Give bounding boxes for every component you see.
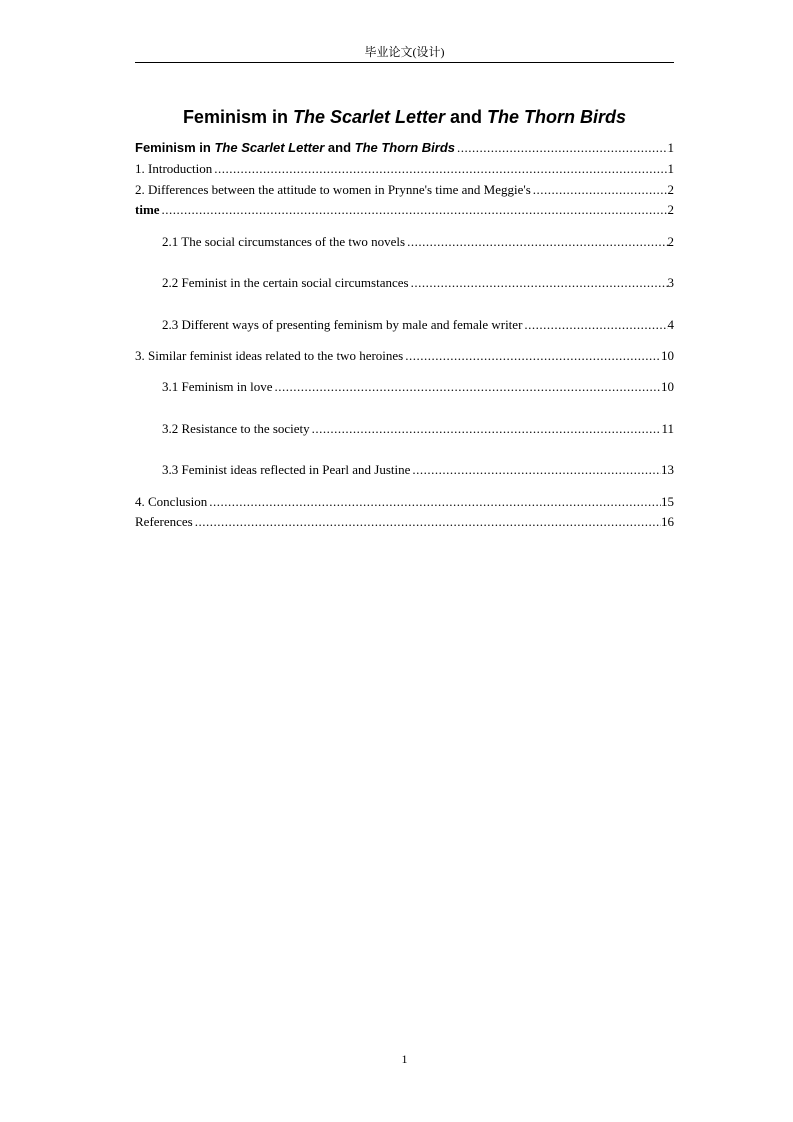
- toc-dot-leader: [409, 273, 668, 293]
- toc-title-part-4: The Thorn Birds: [354, 140, 456, 155]
- toc-entry-title[interactable]: [135, 138, 674, 158]
- toc-entry-2-1[interactable]: [162, 232, 674, 252]
- toc-entry-label: time: [135, 202, 160, 217]
- toc-entry-label: 3. Similar feminist ideas related to the two heroines: [135, 348, 404, 363]
- toc-page-number: 1: [667, 161, 674, 176]
- toc-page-number: 10: [661, 379, 674, 394]
- header-rule: [135, 62, 674, 63]
- toc-entry-3-2[interactable]: [162, 419, 674, 439]
- toc-entry-introduction[interactable]: [135, 159, 674, 179]
- document-title: [135, 105, 674, 129]
- toc-dot-leader: [410, 460, 661, 480]
- toc-dot-leader: [531, 180, 668, 200]
- toc-entry-2-2[interactable]: [162, 273, 674, 293]
- toc-dot-leader: [273, 377, 662, 397]
- toc-page-number: 11: [661, 421, 674, 436]
- toc-entry-3-3[interactable]: [162, 460, 674, 480]
- toc-dot-leader: [405, 232, 667, 252]
- toc-page-number: 2: [667, 234, 674, 249]
- toc-entry-label: 4. Conclusion: [135, 494, 208, 509]
- toc-entry-label: [135, 138, 455, 158]
- toc-entry-2-3[interactable]: [162, 315, 674, 335]
- toc-entry-3-1[interactable]: [162, 377, 674, 397]
- toc-dot-leader: [212, 159, 667, 179]
- toc-entry-label: 1. Introduction: [135, 161, 213, 176]
- title-part-3: and: [445, 107, 488, 127]
- toc-dot-leader: [160, 200, 668, 220]
- toc-page-number: 1: [667, 140, 674, 155]
- toc-entry-label: 2. Differences between the attitude to women in Prynne's time and Meggie's: [135, 182, 531, 197]
- toc-entry-label: 2.1 The social circumstances of the two novels: [162, 234, 406, 249]
- toc-dot-leader: [403, 346, 661, 366]
- toc-entry-references[interactable]: [135, 512, 674, 532]
- toc-entry-label: 2.2 Feminist in the certain social circumstances: [162, 275, 409, 290]
- toc-title-part-1: Feminism in: [135, 140, 215, 155]
- toc-dot-leader: [522, 315, 667, 335]
- toc-dot-leader: [207, 492, 661, 512]
- title-part-1: Feminism in: [182, 107, 293, 127]
- toc-entry-label: 3.3 Feminist ideas reflected in Pearl and Justine: [162, 462, 411, 477]
- title-part-4: The Thorn Birds: [487, 107, 627, 127]
- toc-entry-conclusion[interactable]: [135, 492, 674, 512]
- toc-page-number: 3: [667, 275, 674, 290]
- toc-entry-similar-ideas[interactable]: [135, 346, 674, 366]
- toc-page-number: 16: [661, 514, 674, 529]
- toc-entry-label: 2.3 Different ways of presenting feminism by male and female writer: [162, 317, 523, 332]
- toc-entry-differences[interactable]: [135, 180, 674, 200]
- toc-title-part-2: The Scarlet Letter: [214, 140, 325, 155]
- toc-dot-leader: [193, 512, 661, 532]
- toc-dot-leader: [455, 138, 667, 158]
- toc-entry-label: 3.1 Feminism in love: [162, 379, 273, 394]
- page-number: 1: [401, 1052, 408, 1066]
- toc-page-number: 13: [661, 462, 674, 477]
- toc-entry-differences-continued[interactable]: [135, 200, 674, 220]
- toc-page-number: 10: [661, 348, 674, 363]
- toc-page-number: 4: [667, 317, 674, 332]
- toc-page-number: 2: [667, 182, 674, 197]
- toc-title-part-3: and: [324, 140, 355, 155]
- page-header: 毕业论文(设计): [364, 45, 445, 59]
- toc-page-number: 15: [661, 494, 674, 509]
- toc-page-number: 2: [667, 202, 674, 217]
- toc-dot-leader: [310, 419, 662, 439]
- title-part-2: The Scarlet Letter: [292, 107, 446, 127]
- toc-entry-label: 3.2 Resistance to the society: [162, 421, 310, 436]
- toc-entry-label: References: [135, 514, 193, 529]
